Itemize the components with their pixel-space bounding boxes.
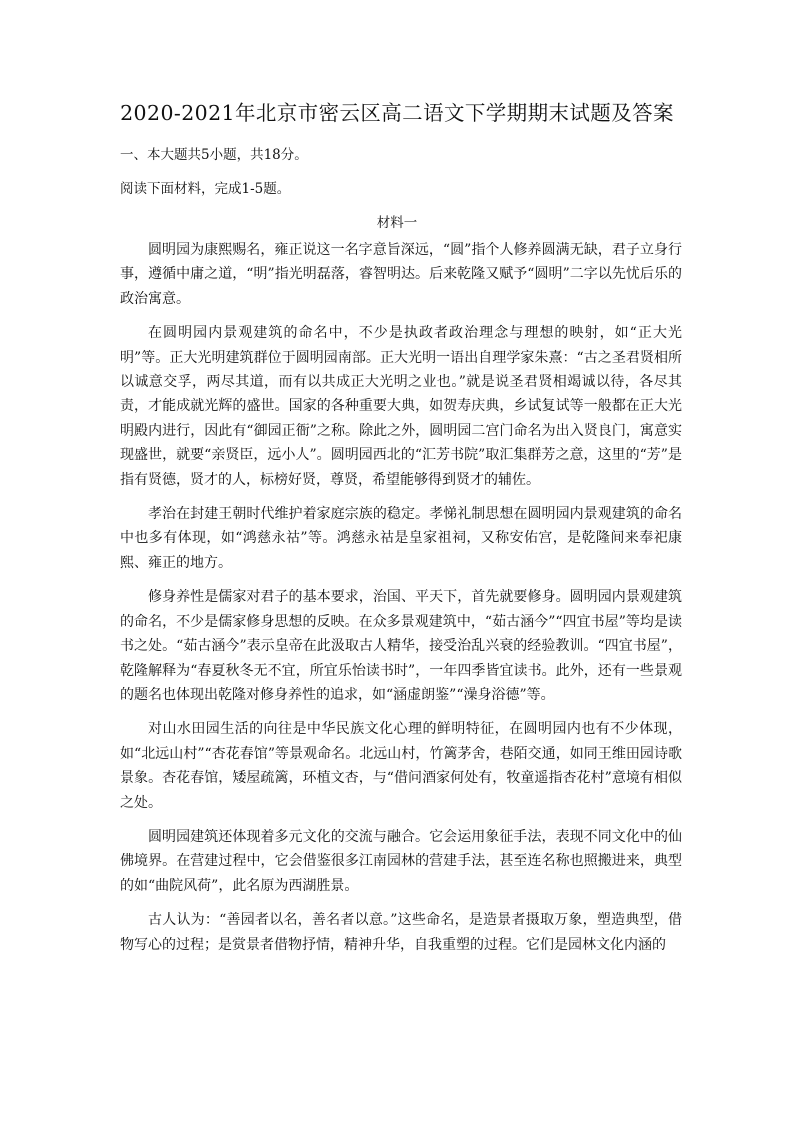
paragraph: 圆明园为康熙赐名，雍正说这一名字意旨深远，“圆”指个人修养圆满无缺，君子立身行事，遵循中庸之道，“明”指光明磊落，睿智明达。后来乾隆又赋予“圆明”二字以先忧后乐的政治寓意。 [120,242,682,307]
paragraph: 修身养性是儒家对君子的基本要求，治国、平天下，首先就要修身。圆明园内景观建筑的命名，不少是儒家修身思想的反映。在众多景观建筑中，“茹古涵今”“四宜书屋”等均是读书之处。“茹古涵今”表示皇帝在此汲取古人精华，接受治乱兴衰的经验教训。“四宜书屋”，乾隆解释为“春夏秋冬无不宜，所宜乐怡读书时”，一年四季皆宜读书。此外，还有一些景观的题名也体现出乾隆对修身养性的追求，如“涵虚朗鉴”“澡身浴德”等。 [120,589,682,703]
paragraph: 在圆明园内景观建筑的命名中，不少是执政者政治理念与理想的映射，如“正大光明”等。正大光明建筑群位于圆明园南部。正大光明一语出自理学家朱熹：“古之圣君贤相所以诚意交孚，两尽其道，而有以共成正大光明之业也。”就是说圣君贤相竭诚以待，各尽其责，才能成就光辉的盛世。国家的各种重要大典，如贺寿庆典，乡试复试等一般都在正大光明殿内进行，因此有“御园正衙”之称。除此之外，圆明园二宫门命名为出入贤良门，寓意实现盛世，就要“亲贤臣，远小人”。圆明园西北的“汇芳书院”取汇集群芳之意，这里的“芳”是指有贤德，贤才的人，标榜好贤，尊贤，希望能够得到贤才的辅佐。 [120,325,682,488]
paragraph: 孝治在封建王朝时代维护着家庭宗族的稳定。孝悌礼制思想在圆明园内景观建筑的命名中也多有体现，如“鸿慈永祜”等。鸿慈永祜是皇家祖祠，又称安佑宫，是乾隆间来奉祀康熙、雍正的地方。 [120,506,682,571]
reading-instruction: 阅读下面材料，完成1-5题。 [120,181,291,197]
article-body [120,238,682,967]
paragraph: 圆明园建筑还体现着多元文化的交流与融合。它会运用象征手法，表现不同文化中的仙佛境界。在营建过程中，它会借鉴很多江南园林的营建手法，甚至连名称也照搬进来，典型的如“曲院风荷”，此名原为西湖胜景。 [120,828,682,894]
section-heading: 一、本大题共5小题，共18分。 [120,147,308,163]
material-title: 材料一 [376,215,418,231]
document-title: 2020-2021年北京市密云区高二语文下学期期末试题及答案 [120,101,674,125]
paragraph: 对山水田园生活的向往是中华民族文化心理的鲜明特征，在圆明园内也有不少体现，如“北远山村”“杏花春馆”等景观命名。北远山村，竹篱茅舍，巷陌交通，如同王维田园诗歌景象。杏花春馆，矮屋疏篱，环植文杏，与“借问酒家何处有，牧童遥指杏花村”意境有相似之处。 [120,721,682,811]
paragraph: 古人认为：“善园者以名，善名者以意。”这些命名，是造景者摄取万象，塑造典型，借物写心的过程；是赏景者借物抒情，精神升华，自我重塑的过程。它们是园林文化内涵的 [120,912,682,953]
